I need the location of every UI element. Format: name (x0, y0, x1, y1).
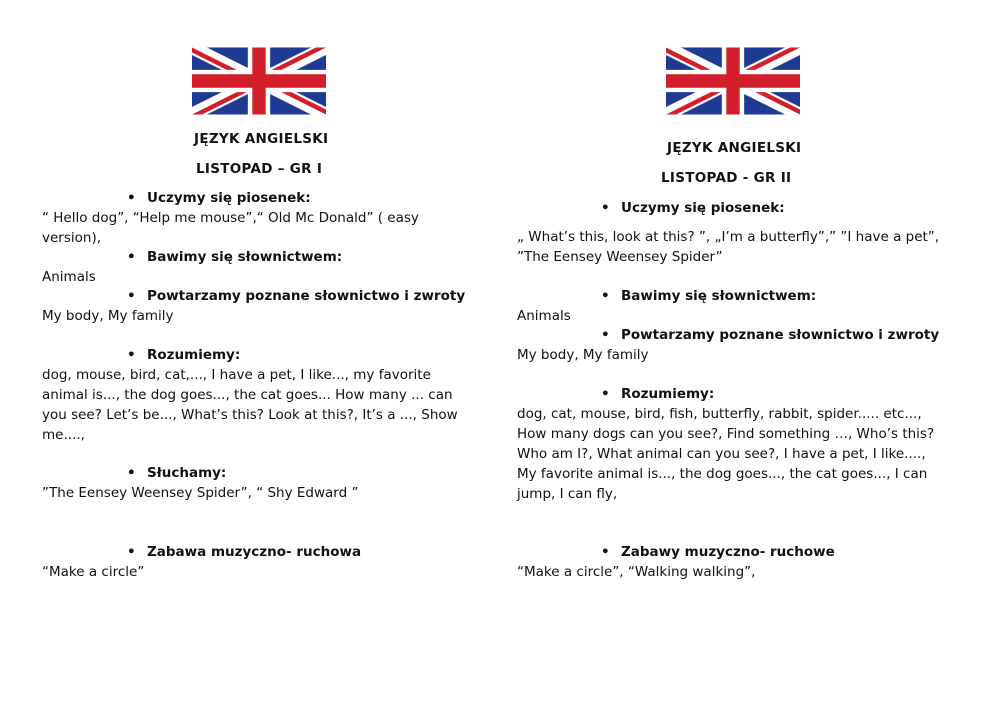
page-subtitle: LISTOPAD – GR I (196, 161, 323, 177)
page-title: JĘZYK ANGIELSKI (667, 140, 802, 156)
page-title: JĘZYK ANGIELSKI (194, 131, 329, 147)
right-column (496, 0, 992, 702)
section-text: “Make a circle”, “Walking walking”, (517, 564, 756, 580)
section-heading: • Bawimy się słownictwem: (127, 249, 342, 265)
section-text: Animals (517, 308, 571, 324)
section-heading: • Bawimy się słownictwem: (601, 288, 816, 304)
section-heading: • Uczymy się piosenek: (601, 200, 785, 216)
section-text: Animals (42, 269, 96, 285)
section-text: ”The Eensey Weensey Spider”, “ Shy Edward ” (42, 485, 359, 501)
section-heading: • Zabawy muzyczno- ruchowe (601, 544, 835, 560)
union-jack-flag-icon (666, 42, 800, 120)
section-text: „ What’s this, look at this? ”, „I’m a butterfly”,” ”I have a pet”, ”The Eensey Weensey Spider” (517, 229, 940, 265)
section-text: “ Hello dog”, “Help me mouse”,“ Old Mc Donald” ( easy version), (42, 210, 419, 246)
section-heading: • Powtarzamy poznane słownictwo i zwroty (601, 327, 939, 343)
section-text: “Make a circle” (42, 564, 145, 580)
union-jack-flag-icon (192, 42, 326, 120)
section-text: My body, My family (517, 347, 649, 363)
page-subtitle: LISTOPAD - GR II (661, 170, 792, 186)
section-text: dog, cat, mouse, bird, fish, butterfly, rabbit, spider..... etc..., How many dogs can you see?, Find something …, Who’s this? Who am I?, What animal can you see?, I have a pet, I like...., My favorite animal is..., the dog goes..., the cat goes..., I can jump, I can fly, (517, 406, 935, 502)
section-text: dog, mouse, bird, cat,..., I have a pet, I like..., my favorite animal is..., the dog goes..., the cat goes... How many ... can you see? Let’s be..., What’s this? Look at this?, It’s a ..., Show me...., (42, 367, 458, 443)
section-text: My body, My family (42, 308, 174, 324)
section-heading: • Uczymy się piosenek: (127, 190, 311, 206)
section-heading: • Słuchamy: (127, 465, 226, 481)
section-heading: • Zabawa muzyczno- ruchowa (127, 544, 361, 560)
section-heading: • Rozumiemy: (127, 347, 240, 363)
section-heading: • Powtarzamy poznane słownictwo i zwroty (127, 288, 465, 304)
section-heading: • Rozumiemy: (601, 386, 714, 402)
